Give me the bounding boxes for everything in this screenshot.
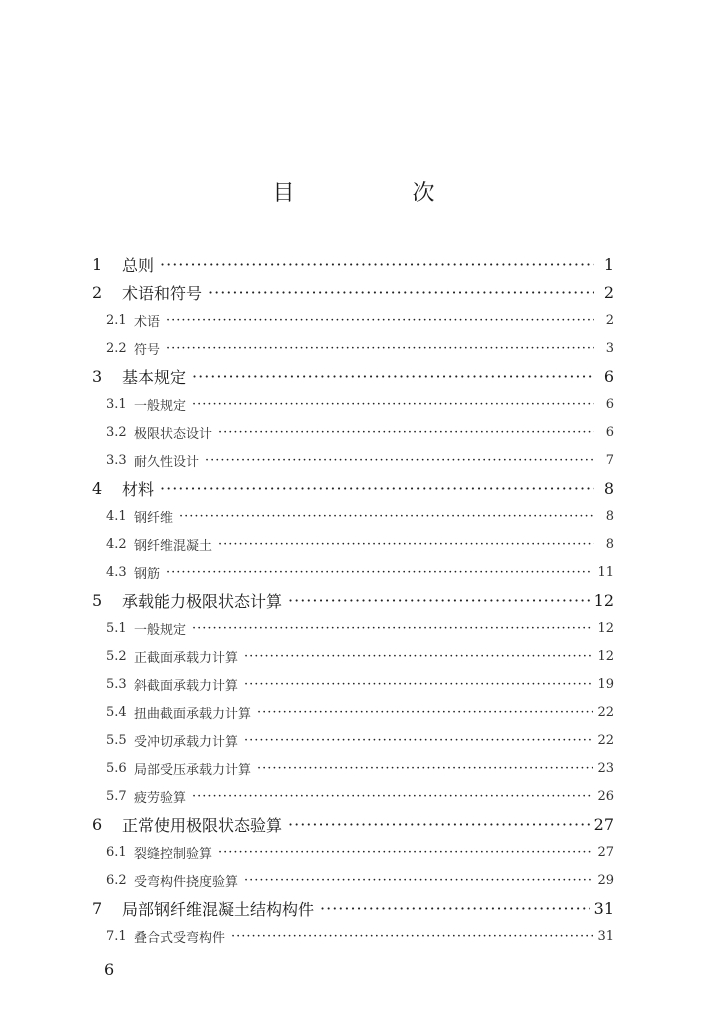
toc-entry-page: 12 <box>593 590 614 610</box>
toc-entry-number: 2.2 <box>106 340 127 356</box>
toc-entry-number: 6.2 <box>106 872 127 888</box>
toc-section-entry[interactable] <box>92 390 614 418</box>
toc-chapter-entry[interactable] <box>92 474 614 502</box>
toc-entry-number: 2 <box>92 282 103 302</box>
toc-entry-number: 5.1 <box>106 620 127 636</box>
toc-section-entry[interactable] <box>92 726 614 754</box>
toc-entry-title: 钢纤维 <box>134 510 174 526</box>
toc-entry-page: 22 <box>597 732 614 748</box>
toc-entry-title: 术语和符号 <box>122 283 203 303</box>
toc-entry-title: 术语 <box>134 314 161 330</box>
dot-leader <box>192 621 593 636</box>
toc-entry-number: 6.1 <box>106 844 127 860</box>
dot-leader <box>208 283 594 302</box>
toc-entry-title: 钢筋 <box>134 566 161 582</box>
dot-leader <box>244 733 593 748</box>
toc-entry-title: 裂缝控制验算 <box>134 846 213 862</box>
toc-section-entry[interactable] <box>92 782 614 810</box>
dot-leader <box>218 425 594 440</box>
toc-entry-title: 正常使用极限状态验算 <box>122 815 283 835</box>
toc-entry-title: 正截面承载力计算 <box>134 650 239 666</box>
toc-entry-page: 27 <box>593 814 614 834</box>
toc-section-entry[interactable] <box>92 530 614 558</box>
toc-section-entry[interactable] <box>92 866 614 894</box>
toc-entry-page: 6 <box>603 366 614 386</box>
toc-entry-number: 5 <box>92 590 103 610</box>
dot-leader <box>257 761 593 776</box>
toc-entry-number: 5.3 <box>106 676 127 692</box>
toc-entry-page: 8 <box>605 536 614 552</box>
dot-leader <box>192 367 594 386</box>
dot-leader <box>179 509 594 524</box>
dot-leader <box>166 313 594 328</box>
toc-chapter-entry[interactable] <box>92 278 614 306</box>
toc-section-entry[interactable] <box>92 446 614 474</box>
toc-section-entry[interactable] <box>92 754 614 782</box>
toc-entry-page: 26 <box>597 788 614 804</box>
toc-entry-number: 4.1 <box>106 508 127 524</box>
toc-entry-number: 7 <box>92 898 103 918</box>
toc-entry-title: 叠合式受弯构件 <box>134 930 226 946</box>
toc-entry-page: 6 <box>605 396 614 412</box>
toc-entry-title: 斜截面承载力计算 <box>134 678 239 694</box>
toc-entry-number: 3.1 <box>106 396 127 412</box>
page-number: 6 <box>104 960 115 979</box>
toc-entry-number: 4.2 <box>106 536 127 552</box>
toc-section-entry[interactable] <box>92 418 614 446</box>
toc-section-entry[interactable] <box>92 642 614 670</box>
toc-section-entry[interactable] <box>92 838 614 866</box>
toc-chapter-entry[interactable] <box>92 250 614 278</box>
toc-entry-number: 5.7 <box>106 788 127 804</box>
toc-entry-title: 材料 <box>122 479 155 499</box>
page-title: 目 次 <box>272 181 483 206</box>
toc-entry-page: 12 <box>597 620 614 636</box>
toc-entry-page: 7 <box>605 452 614 468</box>
dot-leader <box>218 845 593 860</box>
toc-chapter-entry[interactable] <box>92 362 614 390</box>
toc-section-entry[interactable] <box>92 306 614 334</box>
toc-entry-number: 5.6 <box>106 760 127 776</box>
dot-leader <box>166 565 593 580</box>
toc-entry-page: 23 <box>597 760 614 776</box>
toc-section-entry[interactable] <box>92 558 614 586</box>
toc-entry-page: 11 <box>597 564 614 580</box>
toc-entry-page: 29 <box>597 872 614 888</box>
toc-entry-title: 一般规定 <box>134 398 187 414</box>
toc-section-entry[interactable] <box>92 502 614 530</box>
toc-entry-number: 4 <box>92 478 103 498</box>
toc-entry-title: 受弯构件挠度验算 <box>134 874 239 890</box>
toc-entry-page: 31 <box>597 928 614 944</box>
toc-entry-title: 基本规定 <box>122 367 187 387</box>
toc-entry-title: 总则 <box>122 255 155 275</box>
toc-entry-title: 局部钢纤维混凝土结构构件 <box>122 899 315 919</box>
toc-entry-title: 扭曲截面承载力计算 <box>134 706 252 722</box>
toc-entry-page: 27 <box>597 844 614 860</box>
toc-section-entry[interactable] <box>92 670 614 698</box>
dot-leader <box>244 873 593 888</box>
dot-leader <box>166 341 594 356</box>
table-of-contents <box>92 250 614 950</box>
dot-leader <box>192 789 593 804</box>
toc-entry-number: 2.1 <box>106 312 127 328</box>
toc-entry-number: 5.5 <box>106 732 127 748</box>
toc-entry-number: 3.2 <box>106 424 127 440</box>
toc-section-entry[interactable] <box>92 922 614 950</box>
dot-leader <box>218 537 594 552</box>
toc-section-entry[interactable] <box>92 614 614 642</box>
toc-entry-number: 5.2 <box>106 648 127 664</box>
toc-entry-title: 极限状态设计 <box>134 426 213 442</box>
toc-entry-page: 31 <box>593 898 614 918</box>
toc-section-entry[interactable] <box>92 334 614 362</box>
dot-leader <box>160 255 594 274</box>
toc-entry-title: 符号 <box>134 342 161 358</box>
toc-entry-title: 疲劳验算 <box>134 790 187 806</box>
toc-entry-page: 8 <box>603 478 614 498</box>
toc-chapter-entry[interactable] <box>92 586 614 614</box>
toc-entry-number: 1 <box>92 254 103 274</box>
toc-entry-page: 1 <box>603 254 614 274</box>
toc-entry-number: 3 <box>92 366 103 386</box>
toc-entry-title: 局部受压承载力计算 <box>134 762 252 778</box>
toc-entry-page: 22 <box>597 704 614 720</box>
toc-entry-page: 12 <box>597 648 614 664</box>
toc-chapter-entry[interactable] <box>92 810 614 838</box>
toc-entry-page: 19 <box>597 676 614 692</box>
dot-leader <box>231 929 593 944</box>
toc-entry-page: 8 <box>605 508 614 524</box>
toc-entry-title: 耐久性设计 <box>134 454 200 470</box>
toc-chapter-entry[interactable] <box>92 894 614 922</box>
toc-entry-title: 钢纤维混凝土 <box>134 538 213 554</box>
dot-leader <box>288 815 590 834</box>
dot-leader <box>192 397 594 412</box>
dot-leader <box>160 479 594 498</box>
toc-entry-number: 5.4 <box>106 704 127 720</box>
toc-entry-number: 6 <box>92 814 103 834</box>
toc-entry-page: 3 <box>605 340 614 356</box>
toc-entry-page: 6 <box>605 424 614 440</box>
toc-entry-number: 3.3 <box>106 452 127 468</box>
toc-entry-number: 7.1 <box>106 928 127 944</box>
dot-leader <box>244 649 593 664</box>
toc-entry-title: 承载能力极限状态计算 <box>122 591 283 611</box>
toc-entry-page: 2 <box>603 282 614 302</box>
toc-entry-number: 4.3 <box>106 564 127 580</box>
dot-leader <box>288 591 590 610</box>
dot-leader <box>244 677 593 692</box>
dot-leader <box>320 899 590 918</box>
toc-entry-title: 一般规定 <box>134 622 187 638</box>
dot-leader <box>205 453 594 468</box>
dot-leader <box>257 705 593 720</box>
toc-section-entry[interactable] <box>92 698 614 726</box>
toc-entry-page: 2 <box>605 312 614 328</box>
toc-entry-title: 受冲切承载力计算 <box>134 734 239 750</box>
